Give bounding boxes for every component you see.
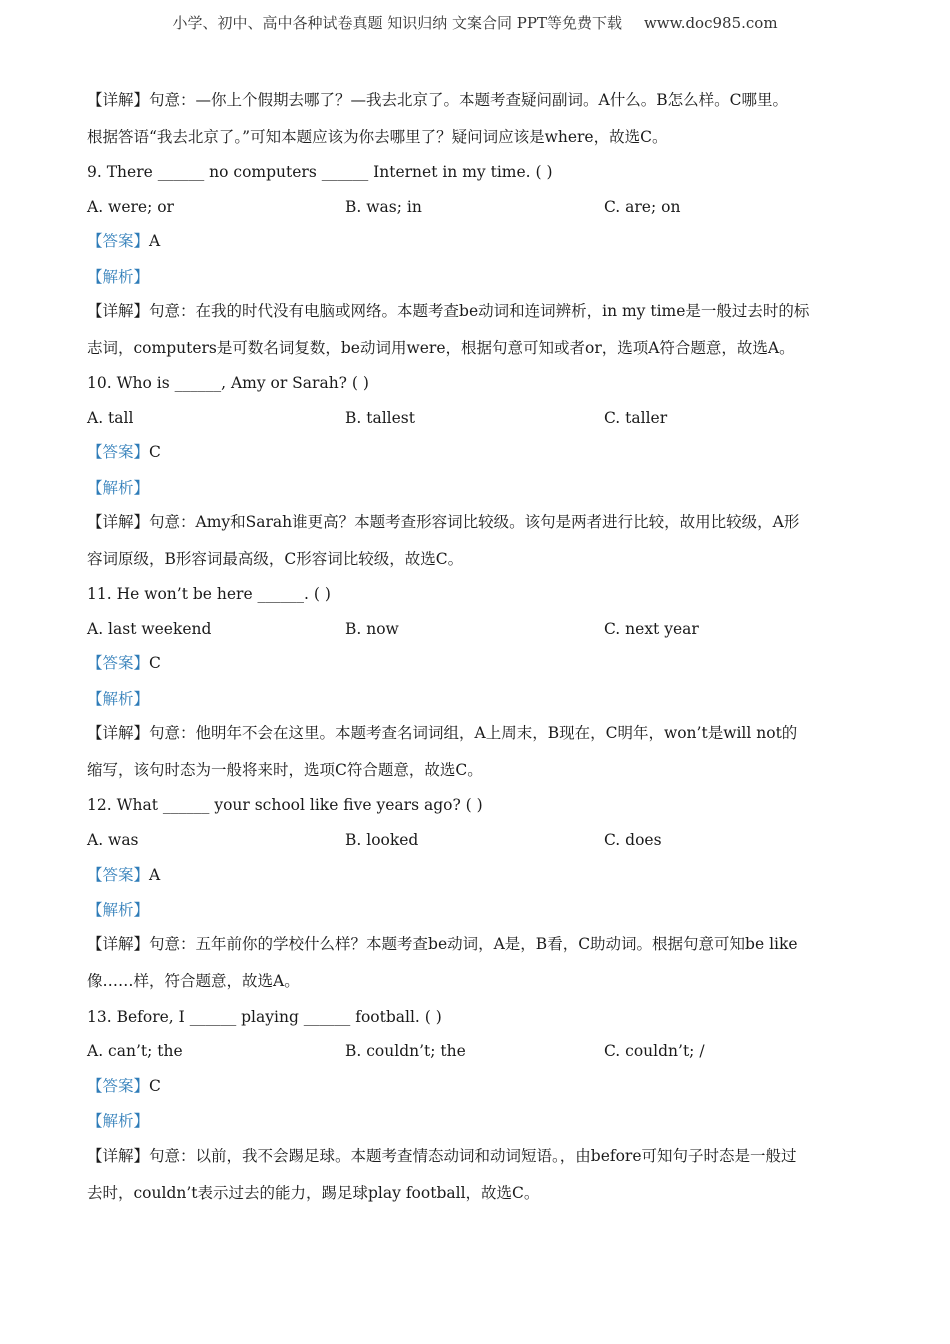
q13-stem: 13. Before, I ______ playing ______ football. ( ) [87,1008,442,1026]
detail-label: 【详解】 [87,724,150,742]
detail-label: 【详解】 [87,935,150,953]
q10-stem: 10. Who is ______, Amy or Sarah? ( ) [87,374,369,392]
q11-option-b: B. now [345,620,399,638]
q11-stem: 11. He won’t be here ______. ( ) [87,585,331,603]
q12-answer [87,864,859,886]
q12-option-a: A. was [87,831,139,849]
q9-answer-value: A [149,232,161,250]
q12-analysis-label: 【解析】 [87,901,150,919]
header-text: 小学、初中、高中各种试卷真题 知识归纳 文案合同 PPT等免费下载 [172,14,622,32]
q9-analysis-label: 【解析】 [87,268,150,286]
q11-option-a: A. last weekend [87,620,212,638]
q10-answer-value: C [149,443,161,461]
q9-detail-line-1 [87,300,859,322]
q13-answer-value: C [149,1077,161,1095]
q10-option-a: A. tall [87,409,134,427]
q9-stem: 9. There ______ no computers ______ Internet in my time. ( ) [87,163,553,181]
q10-analysis-label: 【解析】 [87,479,150,497]
q13-option-b: B. couldn’t; the [345,1042,466,1060]
detail-label: 【详解】 [87,91,150,109]
q10-detail-line-1 [87,511,859,533]
q9-answer [87,230,859,252]
header-site-link[interactable]: www.doc985.com [643,14,778,32]
q9-option-c: C. are; on [604,198,681,216]
q9-detail-line-2: 志词，computers是可数名词复数，be动词用were，根据句意可知或者or，选项A符合题意，故选A。 [87,339,795,357]
q13-detail-line-1 [87,1145,859,1167]
q13-analysis-label: 【解析】 [87,1112,150,1130]
answer-label: 【答案】 [87,1077,150,1095]
q11-answer [87,652,859,674]
answer-label: 【答案】 [87,232,150,250]
detail-label: 【详解】 [87,513,150,531]
q13-answer [87,1075,859,1097]
q11-analysis-label: 【解析】 [87,690,150,708]
q9-option-a: A. were; or [87,198,174,216]
q11-answer-value: C [149,654,161,672]
q8-detail-text-1: 句意：—你上个假期去哪了？—我去北京了。本题考查疑问副词。A什么。B怎么样。C哪里。 [149,91,788,109]
q13-detail-line-2: 去时，couldn’t表示过去的能力，踢足球play football，故选C。 [87,1184,540,1202]
answer-label: 【答案】 [87,866,150,884]
q10-detail-line-2: 容词原级，B形容词最高级，C形容词比较级，故选C。 [87,550,464,568]
q11-detail-line-2: 缩写，该句时态为一般将来时，选项C符合题意，故选C。 [87,761,483,779]
q9-detail-text-1: 句意：在我的时代没有电脑或网络。本题考查be动词和连词辨析，in my time是一般过去时的标 [149,302,810,320]
q11-option-c: C. next year [604,620,699,638]
q12-detail-line-1 [87,933,859,955]
q13-option-c: C. couldn’t; / [604,1042,705,1060]
q13-option-a: A. can’t; the [87,1042,183,1060]
q12-answer-value: A [149,866,161,884]
answer-label: 【答案】 [87,443,150,461]
page-header [0,12,950,33]
q12-detail-text-1: 句意：五年前你的学校什么样？本题考查be动词，A是，B看，C助动词。根据句意可知be like [149,935,798,953]
q13-detail-text-1: 句意：以前，我不会踢足球。本题考查情态动词和动词短语。，由before可知句子时态是一般过 [149,1147,797,1165]
answer-label: 【答案】 [87,654,150,672]
q11-detail-line-1 [87,722,859,744]
q10-answer [87,441,859,463]
q12-option-b: B. looked [345,831,419,849]
q9-option-b: B. was; in [345,198,422,216]
q8-detail-line-2: 根据答语“我去北京了。”可知本题应该为你去哪里了？疑问词应该是where，故选C。 [87,128,668,146]
q12-stem: 12. What ______ your school like five years ago? ( ) [87,796,483,814]
detail-label: 【详解】 [87,302,150,320]
q11-detail-text-1: 句意：他明年不会在这里。本题考查名词词组，A上周末，B现在，C明年，won’t是will not的 [149,724,798,742]
q12-detail-line-2: 像……样，符合题意，故选A。 [87,972,300,990]
q10-detail-text-1: 句意：Amy和Sarah谁更高？本题考查形容词比较级。该句是两者进行比较，故用比较级，A形 [149,513,800,531]
q12-option-c: C. does [604,831,662,849]
q8-detail-line-1 [87,89,859,111]
q10-option-b: B. tallest [345,409,415,427]
detail-label: 【详解】 [87,1147,150,1165]
q10-option-c: C. taller [604,409,668,427]
